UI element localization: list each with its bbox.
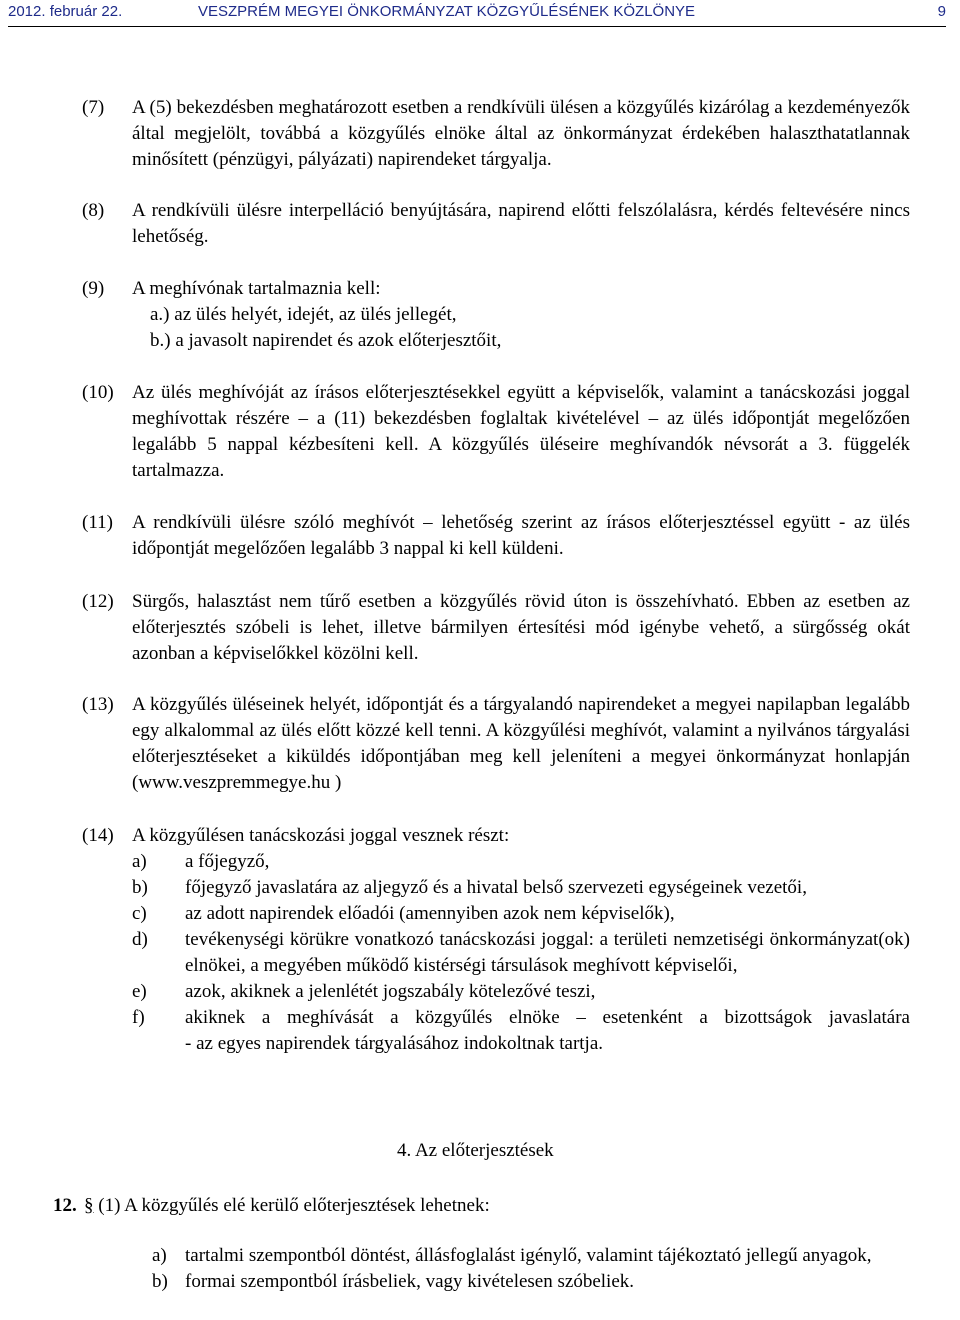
subsection-number: (1) bbox=[98, 1195, 121, 1216]
header-title: VESZPRÉM MEGYEI ÖNKORMÁNYZAT KÖZGYŰLÉSÉNEK KÖZLÖNYE bbox=[198, 3, 696, 20]
list-item-label: b) bbox=[132, 877, 148, 898]
list-item bbox=[152, 1243, 910, 1269]
list-item-label: e) bbox=[132, 981, 147, 1002]
section-sign: § bbox=[84, 1195, 94, 1216]
meghivo-list bbox=[132, 302, 910, 354]
list-item-text: a főjegyző, bbox=[185, 851, 270, 872]
list-item-label: f) bbox=[132, 1007, 145, 1028]
page-number: 9 bbox=[937, 3, 946, 20]
list-item bbox=[132, 302, 910, 328]
paragraph-8 bbox=[82, 198, 910, 250]
list-item bbox=[132, 979, 910, 1005]
list-item-label: b.) bbox=[150, 330, 171, 351]
paragraph-number: (10) bbox=[82, 382, 114, 403]
paragraph-number: (9) bbox=[82, 278, 105, 299]
paragraph-10 bbox=[82, 380, 910, 484]
section-title: 4. Az előterjesztések bbox=[397, 1140, 554, 1161]
page-header bbox=[8, 0, 946, 27]
list-item-label: a) bbox=[132, 851, 147, 872]
paragraph-text: A meghívónak tartalmaznia kell: bbox=[132, 278, 381, 299]
section-list bbox=[82, 1243, 910, 1295]
list-item bbox=[132, 1005, 910, 1031]
list-item-text: az adott napirendek előadói (amennyiben azok nem képviselők), bbox=[185, 903, 675, 924]
list-item-text: formai szempontból írásbeliek, vagy kivételesen szóbeliek. bbox=[185, 1271, 634, 1292]
paragraph-text: A rendkívüli ülésre szóló meghívót – lehetőség szerint az írásos előterjesztéssel együtt - az ülés időpontját megelőzően legalább 3 nappal ki kell küldeni. bbox=[132, 512, 910, 559]
list-item-text: főjegyző javaslatára az aljegyző és a hivatal belső szervezeti egységeinek vezetői, bbox=[185, 877, 807, 898]
list-item-continuation bbox=[132, 1031, 910, 1057]
section-paragraph bbox=[84, 1193, 490, 1219]
paragraph-14 bbox=[82, 823, 910, 1057]
list-item-text: az ülés helyét, idejét, az ülés jellegét, bbox=[174, 304, 457, 325]
paragraph-text: A közgyűlésen tanácskozási joggal vesznek részt: bbox=[132, 825, 510, 846]
section-number: 12. bbox=[53, 1195, 77, 1216]
paragraph-7 bbox=[82, 95, 910, 173]
paragraph-number: (7) bbox=[82, 97, 105, 118]
paragraph-9 bbox=[82, 276, 910, 354]
paragraph-number: (8) bbox=[82, 200, 105, 221]
list-item bbox=[132, 849, 910, 875]
paragraph-12 bbox=[82, 589, 910, 667]
list-item-label: a.) bbox=[150, 304, 170, 325]
list-item-text: a javasolt napirendet és azok előterjesztőit, bbox=[175, 330, 502, 351]
paragraph-number: (11) bbox=[82, 512, 113, 533]
paragraph-number: (13) bbox=[82, 694, 114, 715]
list-item bbox=[132, 927, 910, 979]
paragraph-13 bbox=[82, 692, 910, 796]
list-item-label: b) bbox=[152, 1271, 168, 1292]
list-item-text: tevékenységi körükre vonatkozó tanácskozási joggal: a területi nemzetiségi önkormányzat(ok) elnökei, a megyében működő kistérségi társulások meghívott képviselői, bbox=[185, 929, 910, 976]
paragraph-text: A (5) bekezdésben meghatározott esetben a rendkívüli ülésen a közgyűlés kizárólag a kezdeményezők által megjelölt, továbbá a közgyűlés elnöke által az önkormányzat érdekében halaszthatatlannak minősített (pénzügyi, pályázati) napirendeket tárgyalja. bbox=[132, 97, 910, 170]
paragraph-11 bbox=[82, 510, 910, 562]
list-item-tail: - az egyes napirendek tárgyalásához indokoltnak tartja. bbox=[185, 1033, 604, 1054]
list-item-label: d) bbox=[132, 929, 148, 950]
paragraph-number: (12) bbox=[82, 591, 114, 612]
header-date: 2012. február 22. bbox=[8, 3, 123, 20]
paragraph-text: A rendkívüli ülésre interpelláció benyújtására, napirend előtti felszólalásra, kérdés feltevésére nincs lehetőség. bbox=[132, 200, 910, 247]
list-item bbox=[132, 901, 910, 927]
list-item-label: c) bbox=[132, 903, 147, 924]
paragraph-text: A közgyűlés üléseinek helyét, időpontját és a tárgyalandó napirendeket a megyei napilapban legalább egy alkalommal az ülés előtt közzé kell tenni. A közgyűlési meghívót, valamint a nyilvános tárgyalási előterjesztéseket a kiküldés időpontjában meg kell jeleníteni a megyei önkormányzat honlapján (www.veszpremmegye.hu ) bbox=[132, 694, 910, 793]
list-item-label: a) bbox=[152, 1245, 167, 1266]
list-item bbox=[152, 1269, 910, 1295]
list-item-text: azok, akiknek a jelenlétét jogszabály kötelezővé teszi, bbox=[185, 981, 596, 1002]
paragraph-number: (14) bbox=[82, 825, 114, 846]
paragraph-text: Az ülés meghívóját az írásos előterjesztésekkel együtt a képviselők, valamint a tanácskozási joggal meghívottak részére – a (11) bekezdésben foglaltak kivételével – az ülés időpontját megelőzően legalább 5 nappal kézbesíteni kell. A közgyűlés üléseire meghívandók névsorát a 3. függelék tartalmazza. bbox=[132, 382, 910, 481]
list-item bbox=[132, 328, 910, 354]
list-item-text: akiknek a meghívását a közgyűlés elnöke – esetenként a bizottságok javaslatára bbox=[185, 1007, 910, 1028]
list-item-text: tartalmi szempontból döntést, állásfoglalást igénylő, valamint tájékoztató jellegű anyagok, bbox=[185, 1245, 872, 1266]
participants-list bbox=[132, 849, 910, 1057]
paragraph-text: Sürgős, halasztást nem tűrő esetben a közgyűlés rövid úton is összehívható. Ebben az esetben az előterjesztés szóbeli is lehet, illetve bármilyen értesítési mód igénybe vehető, a sürgősség okát azonban a képviselőkkel közölni kell. bbox=[132, 591, 910, 664]
section-text: A közgyűlés elé kerülő előterjesztések lehetnek: bbox=[124, 1195, 490, 1216]
list-item bbox=[132, 875, 910, 901]
